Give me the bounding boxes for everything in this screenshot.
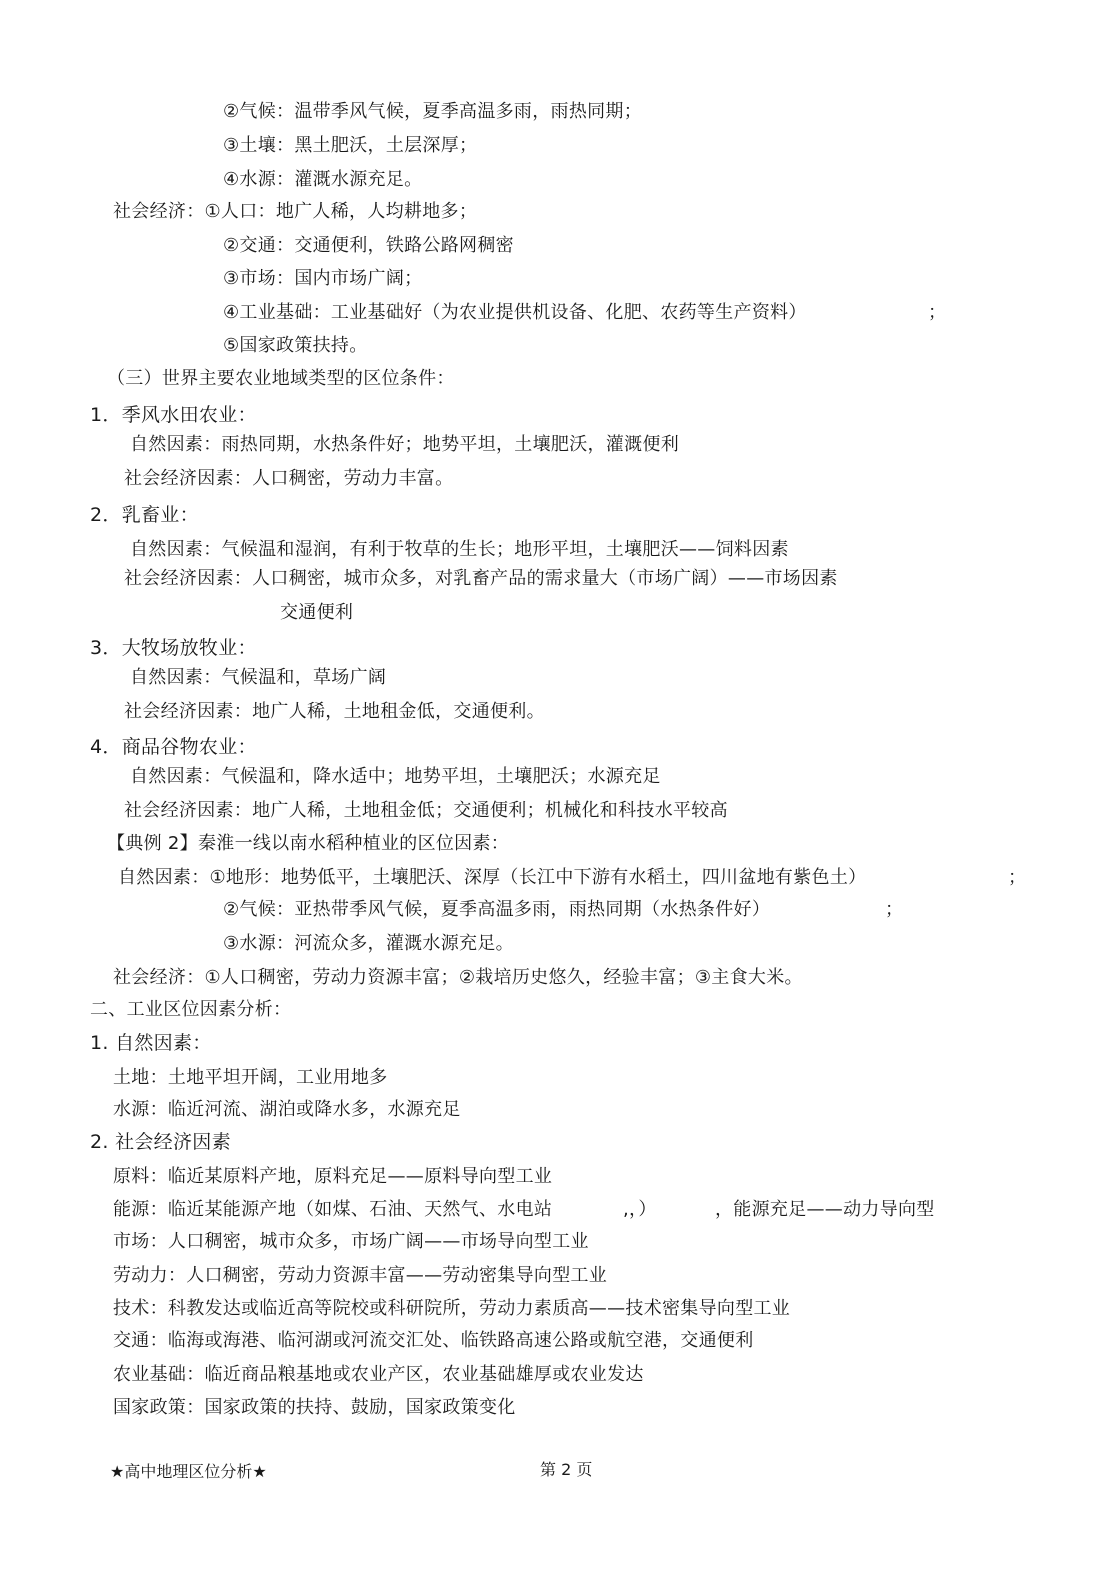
list-item-heading: 2．乳畜业： — [90, 504, 199, 526]
text-line: ②交通：交通便利，铁路公路网稠密 — [223, 235, 514, 256]
list-item-heading: 1．季风水田农业： — [90, 404, 257, 426]
section-heading: 二、工业区位因素分析： — [90, 999, 292, 1020]
text-line: 自然因素：①地形：地势低平，土壤肥沃、深厚（长江中下游有水稻土，四川盆地有紫色土） — [118, 867, 867, 888]
text-line: 社会经济因素：人口稠密，城市众多，对乳畜产品的需求量大（市场广阔）——市场因素 — [124, 568, 838, 589]
text-line: 技术：科教发达或临近高等院校或科研院所，劳动力素质高——技术密集导向型工业 — [113, 1298, 791, 1319]
text-line: ； — [928, 302, 947, 323]
text-line: ②气候：亚热带季风气候，夏季高温多雨，雨热同期（水热条件好） — [223, 899, 771, 920]
list-item-heading: 1. 自然因素： — [90, 1032, 212, 1054]
text-line: 社会经济因素：地广人稀，土地租金低，交通便利。 — [124, 701, 545, 722]
text-line: ③土壤：黑土肥沃，土层深厚； — [223, 135, 478, 156]
text-line: ⑤国家政策扶持。 — [223, 335, 368, 356]
footer-page-number: 第 2 页 — [540, 1460, 593, 1479]
list-item-heading: 3．大牧场放牧业： — [90, 637, 257, 659]
text-line: ,，） — [623, 1199, 657, 1220]
text-line: 自然因素：气候温和，草场广阔 — [130, 667, 387, 688]
text-line: 交通：临海或海港、临河湖或河流交汇处、临铁路高速公路或航空港，交通便利 — [113, 1330, 754, 1351]
text-line: ； — [885, 899, 904, 920]
text-line: 原料：临近某原料产地，原料充足——原料导向型工业 — [113, 1166, 553, 1187]
text-line: 农业基础：临近商品粮基地或农业产区，农业基础雄厚或农业发达 — [113, 1364, 644, 1385]
text-line: 自然因素：气候温和湿润，有利于牧草的生长；地形平坦，土壤肥沃——饲料因素 — [130, 539, 789, 560]
text-line: 市场：人口稠密，城市众多，市场广阔——市场导向型工业 — [113, 1231, 589, 1252]
text-line: ③市场：国内市场广阔； — [223, 268, 423, 289]
text-line: 社会经济：①人口：地广人稀，人均耕地多； — [113, 201, 478, 222]
footer-title: ★高中地理区位分析★ — [110, 1462, 267, 1481]
text-line: 国家政策：国家政策的扶持、鼓励，国家政策变化 — [113, 1397, 516, 1418]
text-line: ②气候：温带季风气候，夏季高温多雨，雨热同期； — [223, 101, 643, 122]
text-line: 土地：土地平坦开阔，工业用地多 — [113, 1067, 388, 1088]
text-line: 交通便利 — [280, 602, 354, 623]
text-line: ，能源充足——动力导向型 — [715, 1199, 935, 1220]
text-line: 自然因素：雨热同期，水热条件好；地势平坦，土壤肥沃，灌溉便利 — [130, 434, 679, 455]
list-item-heading: 2. 社会经济因素 — [90, 1131, 231, 1153]
text-line: 自然因素：气候温和，降水适中；地势平坦，土壤肥沃；水源充足 — [130, 766, 661, 787]
list-item-heading: 4．商品谷物农业： — [90, 736, 257, 758]
text-line: 社会经济因素：人口稠密，劳动力丰富。 — [124, 468, 454, 489]
text-line: ； — [1008, 867, 1027, 888]
text-line: ④工业基础：工业基础好（为农业提供机设备、化肥、农药等生产资料） — [223, 302, 807, 323]
text-line: 社会经济：①人口稠密，劳动力资源丰富；②栽培历史悠久，经验丰富；③主食大米。 — [113, 967, 803, 988]
text-line: 能源：临近某能源产地（如煤、石油、天然气、水电站 — [113, 1199, 553, 1220]
text-line: ③水源：河流众多，灌溉水源充足。 — [223, 933, 514, 954]
section-heading: （三）世界主要农业地域类型的区位条件： — [107, 368, 455, 389]
text-line: 社会经济因素：地广人稀，土地租金低；交通便利；机械化和科技水平较高 — [124, 800, 728, 821]
example-heading: 【典例 2】秦淮一线以南水稻种植业的区位因素： — [107, 833, 510, 854]
text-line: ④水源：灌溉水源充足。 — [223, 169, 423, 190]
text-line: 水源：临近河流、湖泊或降水多，水源充足 — [113, 1099, 461, 1120]
text-line: 劳动力：人口稠密，劳动力资源丰富——劳动密集导向型工业 — [113, 1265, 608, 1286]
